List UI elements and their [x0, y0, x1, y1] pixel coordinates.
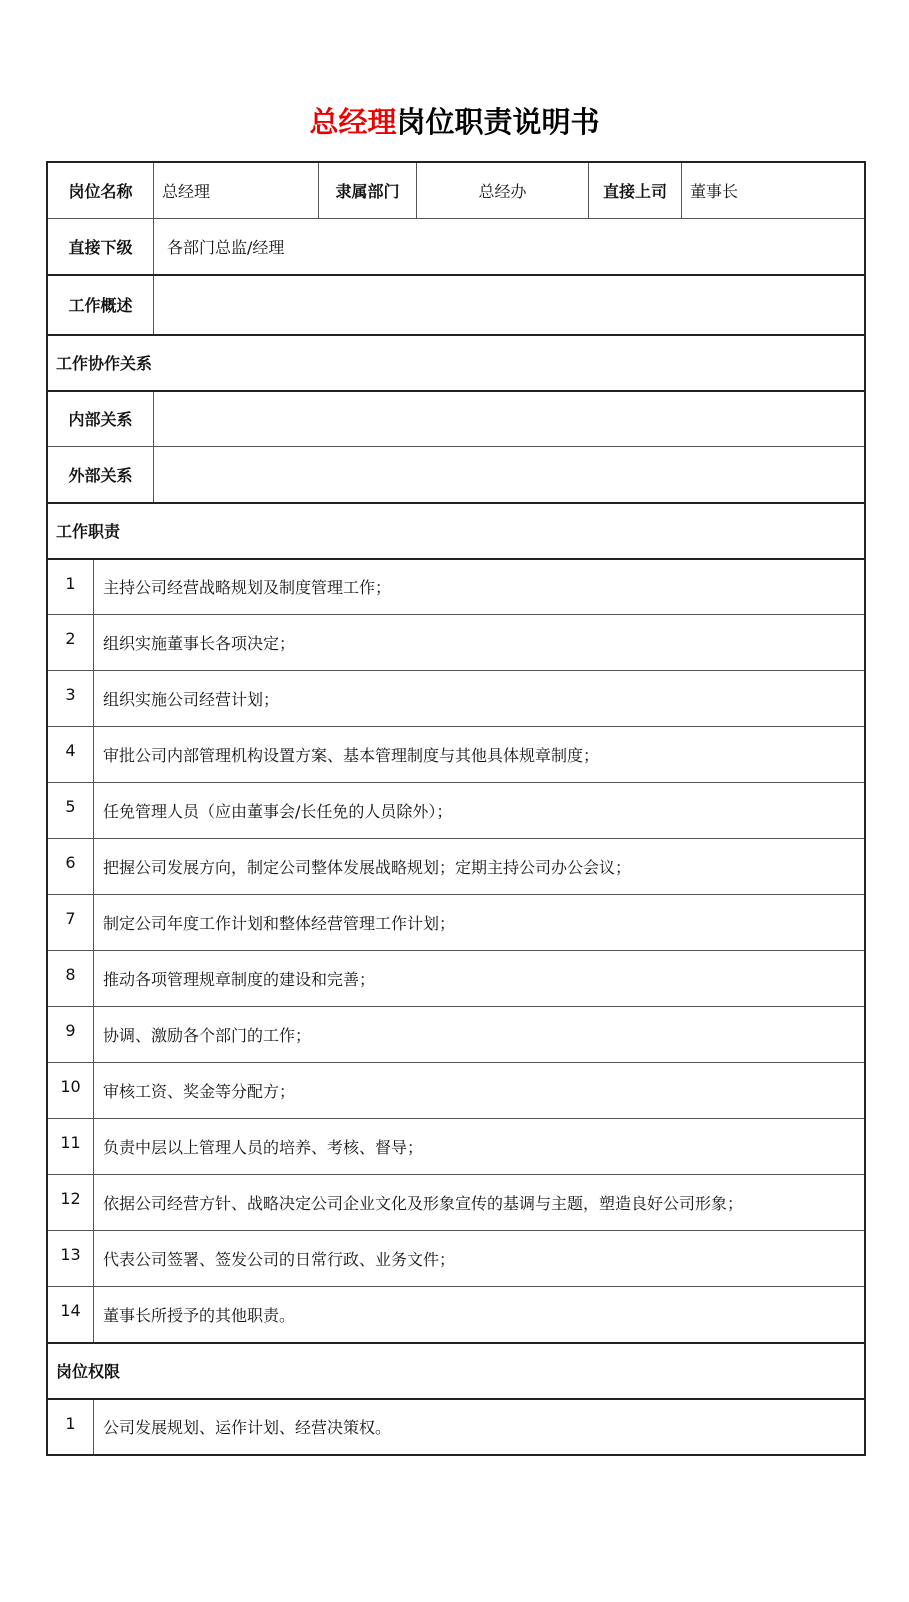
duty-text: 把握公司发展方向，制定公司整体发展战略规划；定期主持公司办公会议； [94, 839, 865, 895]
table-row [48, 1175, 865, 1231]
relations-section-label: 工作协作关系 [48, 335, 865, 391]
duty-text: 董事长所授予的其他职责。 [94, 1287, 865, 1343]
authority-text: 公司发展规划、运作计划、经营决策权。 [94, 1399, 865, 1455]
duty-number: 13 [48, 1231, 94, 1287]
duty-number: 6 [48, 839, 94, 895]
duty-text: 组织实施董事长各项决定； [94, 615, 865, 671]
duty-number: 14 [48, 1287, 94, 1343]
duty-number: 9 [48, 1007, 94, 1063]
duty-text: 制定公司年度工作计划和整体经营管理工作计划； [94, 895, 865, 951]
duty-number: 1 [48, 559, 94, 615]
table-row [48, 895, 865, 951]
superior-label: 直接上司 [589, 163, 682, 219]
external-value [154, 447, 865, 503]
duty-text: 审核工资、奖金等分配方； [94, 1063, 865, 1119]
duty-text: 组织实施公司经营计划； [94, 671, 865, 727]
table-row [48, 615, 865, 671]
duty-number: 4 [48, 727, 94, 783]
table-row [48, 559, 865, 615]
position-label: 岗位名称 [48, 163, 154, 219]
duty-number: 8 [48, 951, 94, 1007]
duties-section-label: 工作职责 [48, 503, 865, 559]
internal-value [154, 391, 865, 447]
table-row [48, 1063, 865, 1119]
table-row [48, 783, 865, 839]
internal-relations-row [48, 391, 865, 447]
authority-number: 1 [48, 1399, 94, 1455]
table-row [48, 727, 865, 783]
summary-row [48, 275, 865, 335]
duty-text: 任免管理人员（应由董事会/长任免的人员除外）； [94, 783, 865, 839]
subordinate-value: 各部门总监/经理 [154, 219, 865, 275]
table-row [48, 839, 865, 895]
job-description-table [47, 162, 865, 1455]
page-title [0, 100, 909, 144]
duty-text: 主持公司经营战略规划及制度管理工作； [94, 559, 865, 615]
dept-label: 隶属部门 [319, 163, 417, 219]
duty-text: 负责中层以上管理人员的培养、考核、督导； [94, 1119, 865, 1175]
table-row [48, 1231, 865, 1287]
table-row [48, 1287, 865, 1343]
title-red-part: 总经理 [309, 105, 397, 139]
duty-text: 代表公司签署、签发公司的日常行政、业务文件； [94, 1231, 865, 1287]
duties-section-row [48, 503, 865, 559]
duty-number: 12 [48, 1175, 94, 1231]
duty-text: 审批公司内部管理机构设置方案、基本管理制度与其他具体规章制度； [94, 727, 865, 783]
duty-number: 11 [48, 1119, 94, 1175]
table-row [48, 1119, 865, 1175]
duty-number: 5 [48, 783, 94, 839]
superior-value: 董事长 [682, 163, 865, 219]
dept-value: 总经办 [417, 163, 589, 219]
authority-section-row [48, 1343, 865, 1399]
external-relations-row [48, 447, 865, 503]
table-row [48, 951, 865, 1007]
external-label: 外部关系 [48, 447, 154, 503]
summary-value [154, 275, 865, 335]
header-row-subordinate [48, 219, 865, 275]
header-row-position [48, 163, 865, 219]
summary-label: 工作概述 [48, 275, 154, 335]
table-row [48, 1007, 865, 1063]
title-black-part: 岗位职责说明书 [396, 105, 600, 139]
duty-number: 2 [48, 615, 94, 671]
duty-text: 依据公司经营方针、战略决定公司企业文化及形象宣传的基调与主题，塑造良好公司形象； [94, 1175, 865, 1231]
table-row [48, 1399, 865, 1455]
duty-text: 推动各项管理规章制度的建设和完善； [94, 951, 865, 1007]
relations-section-row [48, 335, 865, 391]
duty-number: 10 [48, 1063, 94, 1119]
position-value: 总经理 [154, 163, 319, 219]
internal-label: 内部关系 [48, 391, 154, 447]
duty-number: 3 [48, 671, 94, 727]
duty-text: 协调、激励各个部门的工作； [94, 1007, 865, 1063]
subordinate-label: 直接下级 [48, 219, 154, 275]
table-row [48, 671, 865, 727]
authority-section-label: 岗位权限 [48, 1343, 865, 1399]
duty-number: 7 [48, 895, 94, 951]
